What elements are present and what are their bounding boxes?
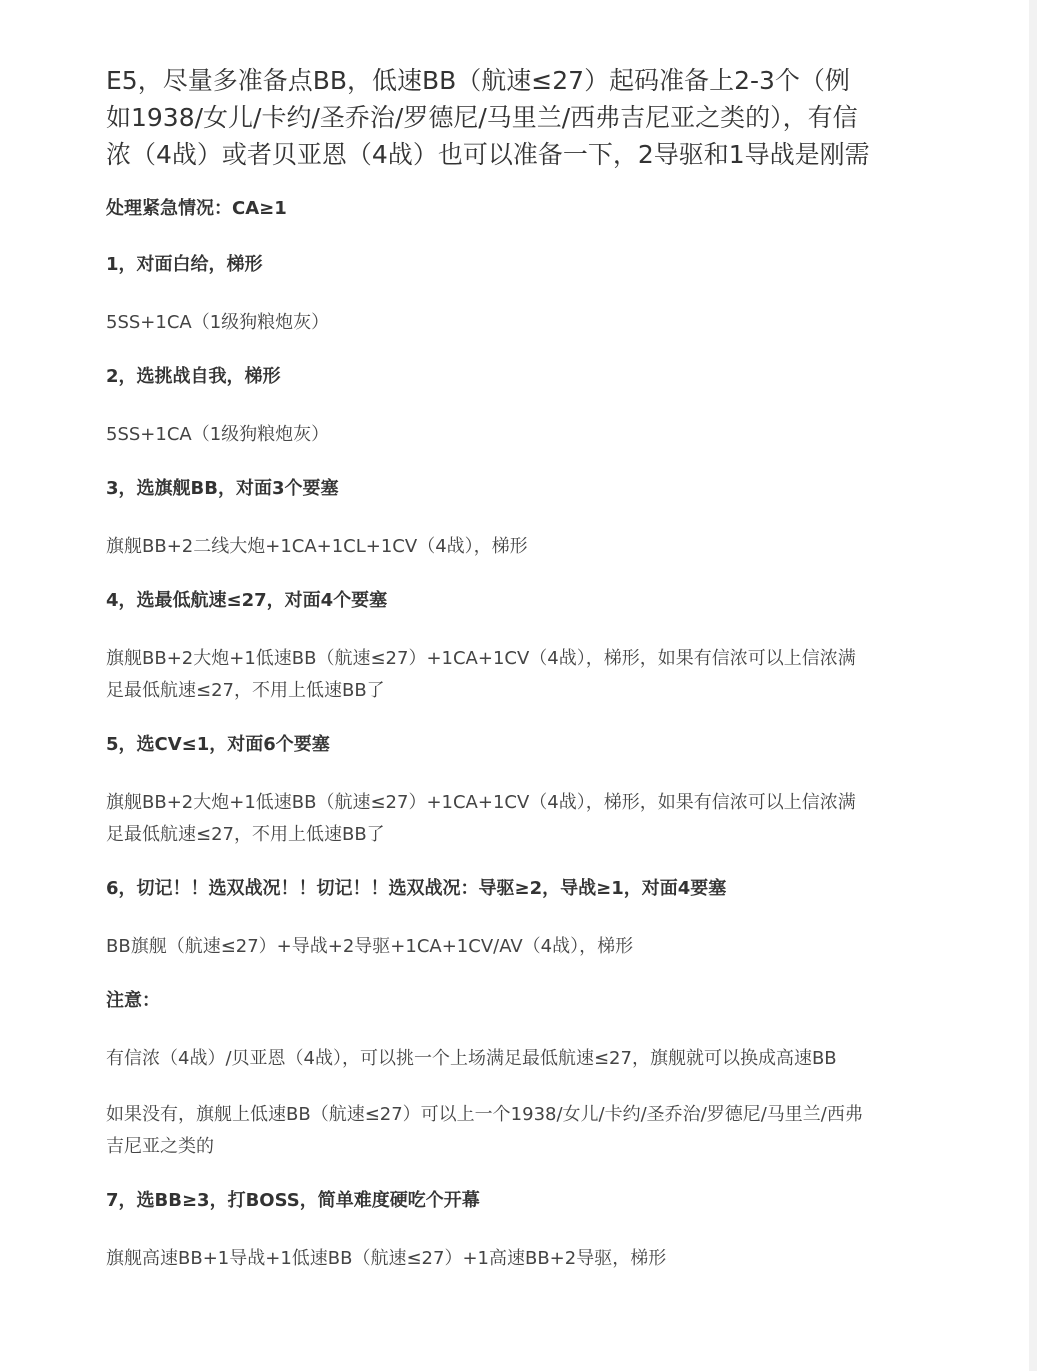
section-6-heading: 6，切记！！选双战况！！切记！！选双战况：导驱≥2，导战≥1，对面4要塞 bbox=[106, 878, 727, 899]
emergency-heading: 处理紧急情况：CA≥1 bbox=[106, 198, 287, 219]
section-2-body: 5SS+1CA（1级狗粮炮灰） bbox=[106, 424, 330, 445]
section-5-body: 旗舰BB+2大炮+1低速BB（航速≤27）+1CA+1CV（4战），梯形，如果有信浓可以上信浓满足最低航速≤27，不用上低速BB了 bbox=[106, 792, 856, 845]
note-heading: 注意： bbox=[106, 990, 160, 1011]
section-3-body: 旗舰BB+2二线大炮+1CA+1CL+1CV（4战），梯形 bbox=[106, 536, 528, 557]
section-1-heading: 1，对面白给，梯形 bbox=[106, 254, 263, 275]
section-4-heading: 4，选最低航速≤27，对面4个要塞 bbox=[106, 590, 388, 611]
section-4-body: 旗舰BB+2大炮+1低速BB（航速≤27）+1CA+1CV（4战），梯形，如果有信浓可以上信浓满足最低航速≤27，不用上低速BB了 bbox=[106, 648, 856, 701]
section-7-body: 旗舰高速BB+1导战+1低速BB（航速≤27）+1高速BB+2导驱，梯形 bbox=[106, 1248, 667, 1269]
section-3-heading: 3，选旗舰BB，对面3个要塞 bbox=[106, 478, 339, 499]
section-1-body: 5SS+1CA（1级狗粮炮灰） bbox=[106, 312, 330, 333]
section-2-heading: 2，选挑战自我，梯形 bbox=[106, 366, 281, 387]
note-paragraph-2: 如果没有，旗舰上低速BB（航速≤27）可以上一个1938/女儿/卡约/圣乔治/罗德尼/马里兰/西弗吉尼亚之类的 bbox=[106, 1104, 863, 1157]
note-paragraph-1: 有信浓（4战）/贝亚恩（4战），可以挑一个上场满足最低航速≤27，旗舰就可以换成高速BB bbox=[106, 1048, 837, 1069]
article-content bbox=[106, 62, 872, 1299]
intro-paragraph: E5，尽量多准备点BB，低速BB（航速≤27）起码准备上2-3个（例如1938/女儿/卡约/圣乔治/罗德尼/马里兰/西弗吉尼亚之类的），有信浓（4战）或者贝亚恩（4战）也可以准备一下，2导驱和1导战是刚需 bbox=[106, 66, 870, 169]
section-5-heading: 5，选CV≤1，对面6个要塞 bbox=[106, 734, 330, 755]
section-7-heading: 7，选BB≥3，打BOSS，简单难度硬吃个开幕 bbox=[106, 1190, 480, 1211]
page-scroll-track bbox=[1029, 0, 1037, 1371]
section-6-body: BB旗舰（航速≤27）+导战+2导驱+1CA+1CV/AV（4战），梯形 bbox=[106, 936, 634, 957]
